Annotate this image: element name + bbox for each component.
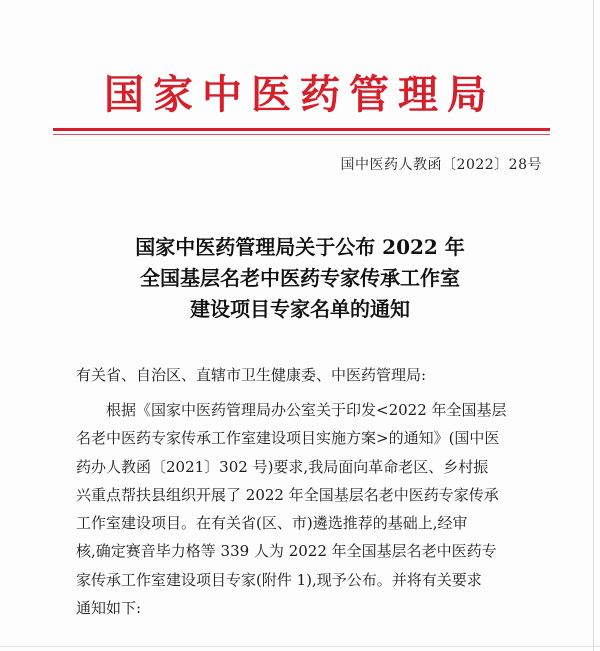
- body-line: 名老中医药专家传承工作室建设项目实施方案>的通知》(国中医: [76, 429, 500, 448]
- addressee-line: 有关省、自治区、直辖市卫生健康委、中医药管理局:: [76, 366, 427, 384]
- body-line: 兴重点帮扶县组织开展了 2022 年全国基层名老中医药专家传承: [76, 485, 499, 504]
- letterhead-red-rule-thin: [53, 134, 550, 135]
- document-number: 国中医药人教函〔2022〕28号: [340, 157, 542, 173]
- notice-title-line-3: 建设项目专家名单的通知: [190, 297, 410, 321]
- notice-title-line-2: 全国基层名老中医药专家传承工作室: [140, 266, 460, 290]
- body-paragraph: [76, 396, 532, 622]
- notice-title: [0, 232, 600, 325]
- body-line: 家传承工作室建设项目专家(附件 1),现予公布。并将有关要求: [76, 570, 482, 589]
- notice-title-line-1: 国家中医药管理局关于公布 2022 年: [135, 235, 465, 259]
- letterhead-red-rule: [53, 128, 550, 131]
- letterhead-title: 国家中医药管理局: [104, 71, 496, 118]
- body-line: 通知如下:: [76, 599, 142, 618]
- body-line: 根据《国家中医药管理局办公室关于印发<2022 年全国基层: [106, 401, 507, 419]
- body-line: 核,确定赛音毕力格等 339 人为 2022 年全国基层名老中医药专: [76, 542, 497, 561]
- page-edge-bottom: [0, 646, 600, 647]
- body-line: 药办人教函〔2021〕302 号)要求,我局面向革命老区、乡村振: [76, 457, 489, 476]
- body-line: 工作室建设项目。在有关省(区、市)遴选推荐的基础上,经审: [76, 514, 468, 533]
